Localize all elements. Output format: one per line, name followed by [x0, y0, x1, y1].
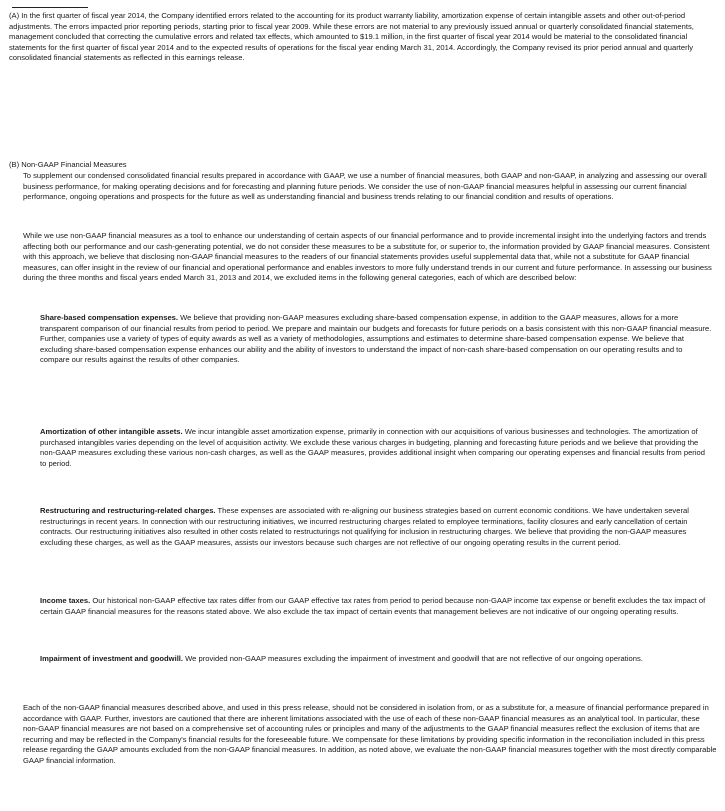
footnote-a-marker: (A) [9, 11, 20, 20]
section-b-heading: (B) Non-GAAP Financial Measures [9, 160, 127, 169]
category-title: Share-based compensation expenses. [40, 313, 179, 322]
section-b-paragraph-1: To supplement our condensed consolidated financial results prepared in accordance with GAAP, we use a number of financial measures, both GAAP and non-GAAP, in analyzing and assessing our overall business performance, for making operating decisions and for forecasting and planning future periods. We consider the use of non-GAAP financial measures helpful in assessing our current financial performance, ongoing operations and prospects for the future as well as understanding financial and business trends relating to our financial condition and results of operations. [23, 171, 707, 202]
category-income-taxes [40, 596, 712, 617]
category-text: Our historical non-GAAP effective tax rates differ from our GAAP effective tax rates from period to period because non-GAAP income tax expense or benefit excludes the tax impact of certain GAAP financial measures for the reasons stated above. We also exclude the tax impact of certain events that management believes are not indicative of our ongoing operating results. [40, 596, 706, 616]
section-b-paragraph-2: While we use non-GAAP financial measures as a tool to enhance our understanding of certain aspects of our financial performance and to provide incremental insight into the underlying factors and trends affecting both our performance and our cash-generating potential, we do not consider these measures to be a substitute for, or superior to, the information provided by GAAP financial measures. Consistent with this approach, we believe that disclosing non-GAAP financial measures to the readers of our financial statements provides useful supplemental data that, while not a substitute for GAAP financial measures, can offer insight in the review of our financial and operational performance and enables investors to more fully understand trends in our current and future performance. In assessing our business during the three months and fiscal years ended March 31, 2013 and 2014, we excluded items in the following general categories, each of which are described below: [23, 231, 712, 283]
category-title: Income taxes. [40, 596, 91, 605]
category-text: We incur intangible asset amortization expense, primarily in connection with our acquisitions of various businesses and technologies. The amortization of purchased intangibles varies depending on the level of acquisition activity. We exclude these various charges in budgeting, planning and forecasting future periods and we believe that providing the non-GAAP measures excluding these various non-cash charges, as well as the GAAP measures, provides additional insight when comparing our operating expenses and financial results from period to period. [40, 427, 705, 468]
category-text: We provided non-GAAP measures excluding the impairment of investment and goodwill that are not reflective of our ongoing operations. [185, 654, 643, 663]
section-b-closing-paragraph: Each of the non-GAAP financial measures described above, and used in this press release, should not be considered in isolation from, or as a substitute for, a measure of financial performance prepared in accordance with GAAP. Further, investors are cautioned that there are inherent limitations associated with the use of each of these non-GAAP financial measures as an analytical tool. In particular, these non-GAAP financial measures are not based on a comprehensive set of accounting rules or principles and many of the adjustments to the GAAP financial measures reflect the exclusion of items that are recurring and may be reflected in the Company's financial results for the foreseeable future. We compensate for these limitations by providing specific information in the reconciliation included in this press release regarding the GAAP amounts excluded from the non-GAAP financial measures. In addition, as noted above, we evaluate the non-GAAP financial measures together with the most directly comparable GAAP financial information. [23, 703, 717, 765]
category-restructuring-charges [40, 506, 712, 548]
category-title: Restructuring and restructuring-related charges. [40, 506, 216, 515]
category-text: These expenses are associated with re-aligning our business strategies based on current economic conditions. We have undertaken several restructurings in recent years. In connection with our restructuring initiatives, we incurred restructuring charges related to employee terminations, facility closures and early cancellation of certain contracts. Our restructuring initiatives also resulted in other costs related to restructurings not qualifying for inclusion in restructuring charges. We believe that providing the non-GAAP measures excluding these charges, as well as the GAAP measures, assists our investors because such charges are not reflective of our ongoing operating results in the current period. [40, 506, 689, 547]
footnote-a-text: In the first quarter of fiscal year 2014, the Company identified errors related to the accounting for its product warranty liability, amortization expense of certain intangible assets and other out-of-period adjustments. The errors impacted prior reporting periods, starting prior to fiscal year 2009. While these errors are not material to any previously issued annual or quarterly consolidated financial statements, management concluded that correcting the cumulative errors and related tax effects, which amounted to $19.1 million, in the first quarter of fiscal year 2014 would be material to the consolidated financial statements for the first quarter of fiscal year 2014 and to the expected results of operations for the fiscal year ending March 31, 2014. Accordingly, the Company revised its prior period annual and quarterly consolidated financial statements as reflected in this earnings release. [9, 11, 694, 63]
category-text: We believe that providing non-GAAP measures excluding share-based compensation expense, in addition to the GAAP measures, allows for a more transparent comparison of our financial results from period to period. We prepare and maintain our budgets and forecasts for future periods on a basis consistent with this non-GAAP financial measure. Further, companies use a variety of types of equity awards as well as a variety of methodologies, assumptions and estimates to determine share-based compensation expense. We believe that excluding share-based compensation expense enhances our ability and the ability of investors to understand the impact of non-cash share-based compensation on our operating results and to compare our results against the results of other companies. [40, 313, 712, 365]
category-impairment [40, 654, 712, 665]
footnote-separator-rule [12, 7, 88, 8]
category-title: Impairment of investment and goodwill. [40, 654, 184, 663]
category-amortization-intangibles [40, 427, 712, 469]
category-title: Amortization of other intangible assets. [40, 427, 183, 436]
category-share-based-compensation [40, 313, 712, 366]
footnote-a [9, 11, 715, 64]
